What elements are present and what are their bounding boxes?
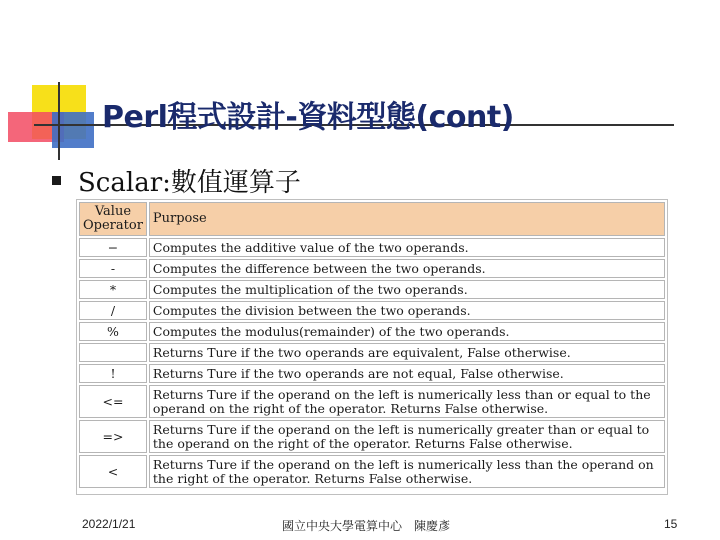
header-purpose: Purpose xyxy=(149,202,665,236)
operator-cell: - xyxy=(79,259,147,278)
header-value-operator xyxy=(79,202,147,236)
footer-author: 國立中央大學電算中心 陳慶彥 xyxy=(282,519,451,533)
purpose-cell: Computes the modulus(remainder) of the two operands. xyxy=(149,322,665,341)
table-row xyxy=(79,455,665,488)
purpose-cell: Returns Ture if the operand on the left is numerically less than the operand on the right of the operator. Returns False otherwise. xyxy=(149,455,665,488)
page-number: 15 xyxy=(664,517,678,531)
table-row xyxy=(79,238,665,257)
purpose-cell: Computes the division between the two operands. xyxy=(149,301,665,320)
table-row xyxy=(79,343,665,362)
operator-cell: <= xyxy=(79,385,147,418)
operator-cell: / xyxy=(79,301,147,320)
purpose-cell: Computes the difference between the two operands. xyxy=(149,259,665,278)
operator-cell: * xyxy=(79,280,147,299)
operator-cell: − xyxy=(79,238,147,257)
bullet-text: Scalar:數值運算子 xyxy=(78,168,301,198)
purpose-cell: Returns Ture if the two operands are equivalent, False otherwise. xyxy=(149,343,665,362)
operator-cell: < xyxy=(79,455,147,488)
table-row xyxy=(79,259,665,278)
bullet-square-icon xyxy=(52,176,61,185)
header-value-line1: Value xyxy=(94,204,132,219)
purpose-cell: Computes the additive value of the two operands. xyxy=(149,238,665,257)
table-row xyxy=(79,385,665,418)
purpose-cell: Returns Ture if the operand on the left is numerically less than or equal to the operand on the right of the operator. Returns False otherwise. xyxy=(149,385,665,418)
operators-table-frame xyxy=(76,199,668,495)
operator-cell xyxy=(79,343,147,362)
operator-cell: => xyxy=(79,420,147,453)
purpose-cell: Returns Ture if the two operands are not equal, False otherwise. xyxy=(149,364,665,383)
table-row xyxy=(79,301,665,320)
table-header-row xyxy=(79,202,665,236)
decorative-vertical-line xyxy=(58,82,60,160)
table-row xyxy=(79,420,665,453)
operator-cell: ! xyxy=(79,364,147,383)
operators-table xyxy=(77,200,667,490)
operator-cell: % xyxy=(79,322,147,341)
table-row xyxy=(79,364,665,383)
table-row xyxy=(79,280,665,299)
header-value-line2: Operator xyxy=(83,218,143,233)
footer-date: 2022/1/21 xyxy=(82,517,136,531)
table-row xyxy=(79,322,665,341)
purpose-cell: Returns Ture if the operand on the left is numerically greater than or equal to the operand on the right of the operator. Returns False otherwise. xyxy=(149,420,665,453)
purpose-cell: Computes the multiplication of the two operands. xyxy=(149,280,665,299)
slide-title: Perl程式設計-資料型態(cont) xyxy=(102,100,514,135)
